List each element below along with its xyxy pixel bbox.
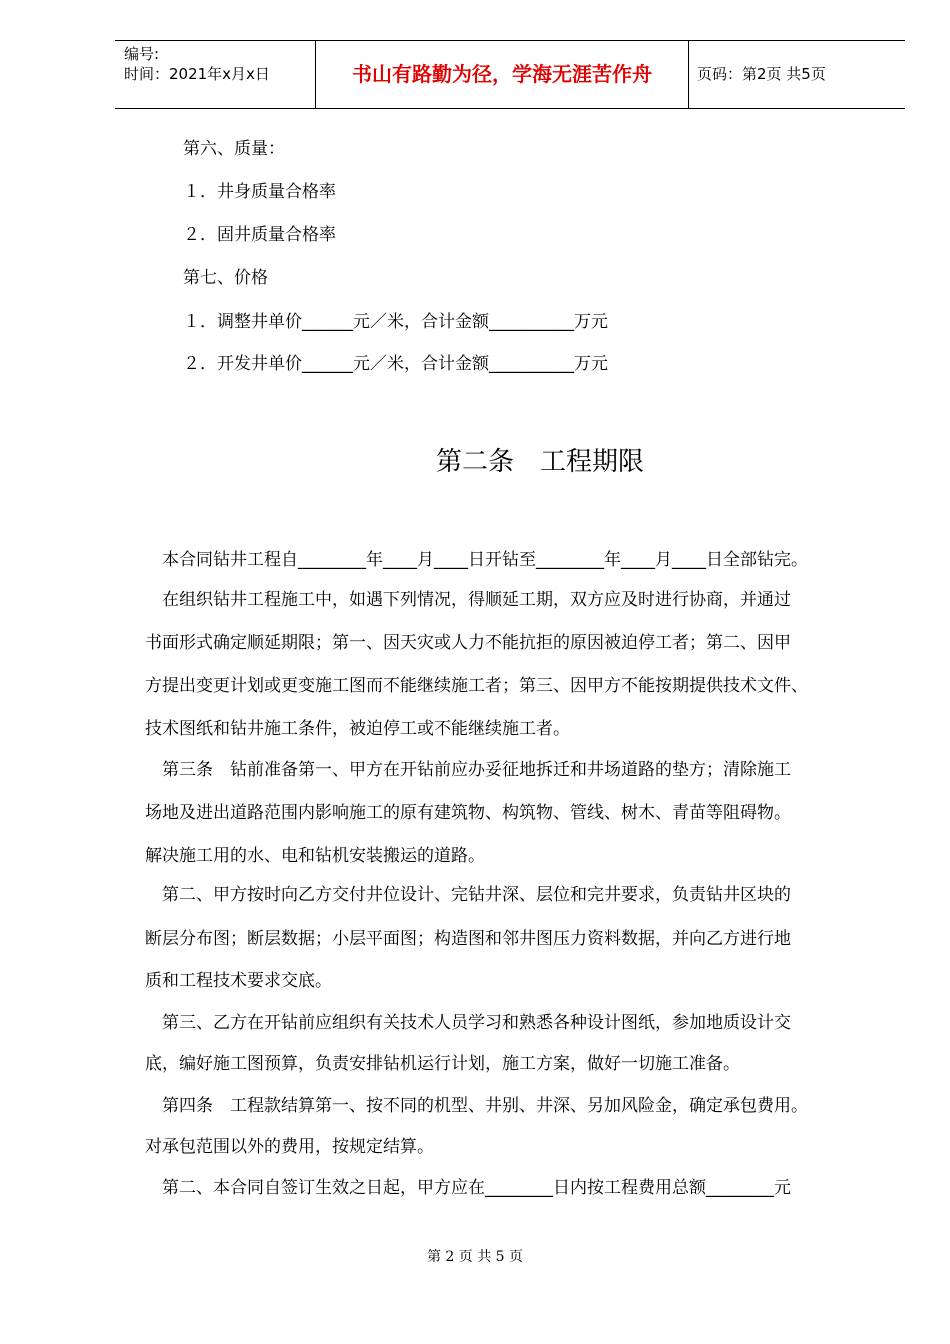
- item-adjust-well-price: １．调整井单价______元／米，合计金额__________万元: [183, 312, 608, 332]
- header-motto: 书山有路勤为径，学海无涯苦作舟: [315, 41, 689, 108]
- header-left-cell: [115, 41, 315, 108]
- body-line: 第二、甲方按时向乙方交付井位设计、完钻井深、层位和完井要求，负责钻井区块的: [145, 885, 791, 905]
- body-line: 第三、乙方在开钻前应组织有关技术人员学习和熟悉各种设计图纸，参加地质设计交: [145, 1013, 791, 1033]
- body-line: 对承包范围以外的费用，按规定结算。: [145, 1137, 434, 1157]
- item-heading-quality: 第六、质量：: [183, 139, 285, 159]
- header-page-info: 页码：第2页 共5页: [697, 65, 826, 83]
- item-dev-well-price: ２．开发井单价______元／米，合计金额__________万元: [183, 354, 608, 374]
- page-header: [115, 40, 905, 109]
- body-line: 技术图纸和钻井施工条件，被迫停工或不能继续施工者。: [145, 719, 570, 739]
- body-line: 在组织钻井工程施工中，如遇下列情况，得顺延工期，双方应及时进行协商，并通过: [145, 590, 791, 610]
- page-footer: 第 2 页 共 5 页: [426, 1249, 524, 1265]
- body-line: 本合同钻井工程自________年____月____日开钻至________年____月____日全部钻完。: [145, 550, 808, 570]
- body-line: 质和工程技术要求交底。: [145, 971, 332, 991]
- date-label: 时间：2021年x月x日: [124, 65, 270, 83]
- body-line: 第二、本合同自签订生效之日起，甲方应在________日内按工程费用总额________元: [145, 1178, 791, 1198]
- body-line: 书面形式确定顺延期限；第一、因天灾或人力不能抗拒的原因被迫停工者；第二、因甲: [145, 633, 791, 653]
- body-line: 解决施工用的水、电和钻机安装搬运的道路。: [145, 846, 485, 866]
- body-line: 底，编好施工图预算，负责安排钻机运行计划，施工方案，做好一切施工准备。: [145, 1054, 740, 1074]
- body-line: 断层分布图；断层数据；小层平面图；构造图和邻井图压力资料数据，并向乙方进行地: [145, 929, 791, 949]
- item-heading-price: 第七、价格: [183, 268, 268, 288]
- item-cementing-quality: ２．固井质量合格率: [183, 225, 336, 245]
- body-line: 第三条 钻前准备第一、甲方在开钻前应办妥征地拆迁和井场道路的垫方；清除施工: [145, 760, 791, 780]
- body-line: 第四条 工程款结算第一、按不同的机型、井别、井深、另加风险金，确定承包费用。: [145, 1096, 808, 1116]
- body-line: 场地及进出道路范围内影响施工的原有建筑物、构筑物、管线、树木、青苗等阻碍物。: [145, 803, 791, 823]
- item-well-quality: １．井身质量合格率: [183, 182, 336, 202]
- number-label: 编号:: [124, 45, 160, 63]
- section-title: 第二条 工程期限: [435, 447, 644, 477]
- body-line: 方提出变更计划或更变施工图而不能继续施工者；第三、因甲方不能按期提供技术文件、: [145, 676, 808, 696]
